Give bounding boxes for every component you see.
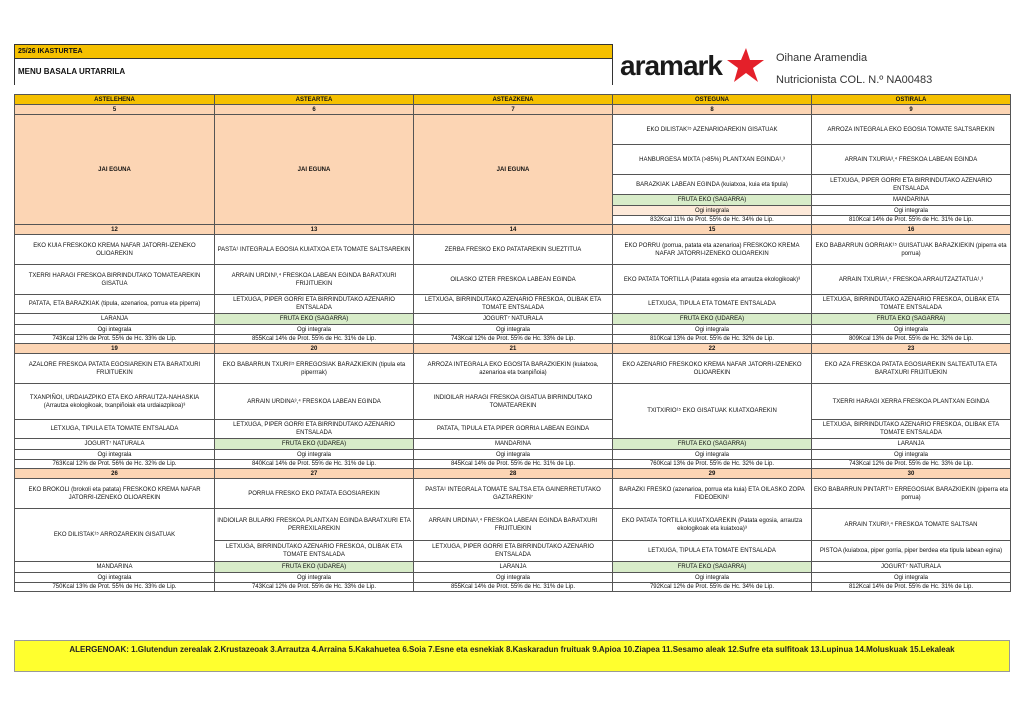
day-number: 8	[613, 105, 812, 115]
day-number: 27	[215, 469, 414, 479]
dish: EKO DILISTAK¹⁵ AZENARIOAREKIN GISATUAK	[613, 115, 812, 145]
bread: Ogi integrala	[414, 325, 613, 335]
week3-second-row	[15, 384, 1011, 420]
dish: EKO PATATA TORTILLA KUIATXOAREKIN (Patata egosia, arrautza ekologikoak eta kuiatxoa)³	[613, 509, 812, 541]
week4-first-row	[15, 479, 1011, 509]
day-number: 22	[613, 344, 812, 354]
dish: LETXUGA, BIRRINDUTAKO AZENARIO FRESKOA, OLIBAK ETA TOMATE ENTSALADA	[812, 295, 1011, 314]
dish: LETXUGA, TIPULA ETA TOMATE ENTSALADA	[15, 420, 215, 439]
dish: BARAZKI FRESKO (azenarioa, porrua eta kuia) ETA OILASKO ZOPA FIDEOEKIN¹	[613, 479, 812, 509]
week1-first-row	[15, 115, 1011, 145]
holiday-cell: JAI EGUNA	[414, 115, 613, 225]
dish: TXITXIRIO¹⁵ EKO GISATUAK KUIATXOAREKIN	[613, 384, 812, 439]
day-number: 23	[812, 344, 1011, 354]
week2-kcal-row	[15, 335, 1011, 344]
day-number: 26	[15, 469, 215, 479]
dish: ARROZA INTEGRALA EKO EGOSITA BARAZKIEKIN (kuiatxoa, azenarioa eta txanpiñoia)	[414, 354, 613, 384]
week2-first-row	[15, 235, 1011, 265]
kcal: 763Kcal 12% de Prot. 56% de Hc. 32% de Lip.	[15, 460, 215, 469]
day-number: 9	[812, 105, 1011, 115]
week4-kcal-row	[15, 583, 1011, 592]
week3-dessert-row	[15, 439, 1011, 450]
dessert: MANDARINA	[812, 195, 1011, 206]
aramark-logo	[620, 46, 770, 86]
nutritionist-name: Oihane Aramendia	[776, 52, 868, 64]
day-number: 7	[414, 105, 613, 115]
dish: PATATA, TIPULA ETA PIPER GORRIA LABEAN EGINDA	[414, 420, 613, 439]
day-number: 5	[15, 105, 215, 115]
dish: PORRUA FRESKO EKO PATATA EGOSIAREKIN	[215, 479, 414, 509]
day-number: 20	[215, 344, 414, 354]
dish: EKO BABARRUN PINTART¹⁵ ERREGOSIAK BARAZKIEKIN (piperra eta porrua)	[812, 479, 1011, 509]
kcal: 809Kcal 13% de Prot. 55% de Hc. 32% de Lip.	[812, 335, 1011, 344]
bread: Ogi integrala	[15, 450, 215, 460]
dessert: FRUTA EKO (SAGARRA)	[613, 562, 812, 573]
bread: Ogi integrala	[15, 325, 215, 335]
dish: ARRAIN URDINA³,⁴ FRESKOA LABEAN EGINDA	[215, 384, 414, 420]
kcal: 760Kcal 13% de Prot. 55% de Hc. 32% de Lip.	[613, 460, 812, 469]
bread: Ogi integrala	[215, 573, 414, 583]
week2-dessert-row	[15, 314, 1011, 325]
kcal: 810Kcal 14% de Prot. 55% de Hc. 31% de Lip.	[812, 216, 1011, 225]
day-name: ASTEARTEA	[215, 95, 414, 105]
week4-second-row	[15, 509, 1011, 541]
bread: Ogi integrala	[414, 573, 613, 583]
day-number: 21	[414, 344, 613, 354]
dish: ARROZA INTEGRALA EKO EGOSIA TOMATE SALTSAREKIN	[812, 115, 1011, 145]
kcal: 810Kcal 13% de Prot. 55% de Hc. 32% de Lip.	[613, 335, 812, 344]
dish: AZALORE FRESKOA PATATA EGOSIAREKIN ETA BARATXURI FRIJITUEKIN	[15, 354, 215, 384]
nutritionist-info	[776, 47, 932, 91]
dish: HANBURGESA MIXTA (>85%) PLANTXAN EGINDA¹,³	[613, 145, 812, 175]
dessert: LARANJA	[812, 439, 1011, 450]
dessert: FRUTA EKO (SAGARRA)	[613, 439, 812, 450]
bread: Ogi integrala	[613, 573, 812, 583]
kcal: 792Kcal 12% de Prot. 55% de Hc. 34% de Lip.	[613, 583, 812, 592]
week3-third-row	[15, 420, 1011, 439]
dish: LETXUGA, PIPER GORRI ETA BIRRINDUTAKO AZENARIO ENTSALADA	[812, 175, 1011, 195]
dish: LETXUGA, PIPER GORRI ETA BIRRINDUTAKO AZENARIO ENTSALADA	[414, 541, 613, 562]
kcal: 743Kcal 12% de Prot. 55% de Hc. 33% de Lip.	[414, 335, 613, 344]
day-number: 28	[414, 469, 613, 479]
day-name: OSTIRALA	[812, 95, 1011, 105]
week4-bread-row	[15, 573, 1011, 583]
allergen-legend: ALERGENOAK: 1.Glutendun zerealak 2.Krustazeoak 3.Arrautza 4.Arraina 5.Kakahuetea 6.Soia 7.Esne eta esnekiak 8.Kaskaradun fruituak 9.Apioa 10.Ziapea 11.Sesamo aleak 12.Sufre eta sulfitoak 13.Lupinua 14.Moluskuak 15.Lekaleak	[14, 640, 1010, 672]
day-names-row	[15, 95, 1011, 105]
bread: Ogi integrala	[215, 450, 414, 460]
bread: Ogi integrala	[812, 325, 1011, 335]
kcal: 845Kcal 14% de Prot. 55% de Hc. 31% de Lip.	[414, 460, 613, 469]
day-number: 19	[15, 344, 215, 354]
dish: ARRAIN URDIN³,⁴ FRESKOA LABEAN EGINDA BARATXURI FRIJITUEKIN	[215, 265, 414, 295]
week3-bread-row	[15, 450, 1011, 460]
dish: EKO PORRU (porrua, patata eta azenarioa) FRESKOKO KREMA NAFAR JATORRI-IZENEKO OLIOAREKIN	[613, 235, 812, 265]
dish: EKO BROKOLI (brokoli eta patata) FRESKOKO KREMA NAFAR JATORRI-IZENEKO OLIOAREKIN	[15, 479, 215, 509]
dish: INDIOILAR HARAGI FRESKOA GISATUA BIRRINDUTAKO TOMATEAREKIN	[414, 384, 613, 420]
week4-dessert-row	[15, 562, 1011, 573]
nutritionist-id: Nutricionista COL. N.º NA00483	[776, 74, 933, 86]
menu-title: MENU BASALA URTARRILA	[15, 59, 612, 85]
dish: LETXUGA, TIPULA ETA TOMATE ENTSALADA	[613, 541, 812, 562]
dish: PATATA, ETA BARAZKIAK (tipula, azenarioa, porrua eta piperra)	[15, 295, 215, 314]
kcal: 855Kcal 14% de Prot. 55% de Hc. 31% de Lip.	[215, 335, 414, 344]
dish: ARRAIN URDINA³,⁴ FRESKOA LABEAN EGINDA BARATXURI FRIJITUEKIN	[414, 509, 613, 541]
dish: ARRAIN TXURIA³,⁴ FRESKOA LABEAN EGINDA	[812, 145, 1011, 175]
dessert: MANDARINA	[15, 562, 215, 573]
dish: LETXUGA, PIPER GORRI ETA BIRRINDUTAKO AZENARIO ENTSALADA	[215, 420, 414, 439]
dessert: JOGURT⁷ NATURALA	[812, 562, 1011, 573]
menu-header-box	[14, 44, 613, 85]
dish: ZERBA FRESKO EKO PATATAREKIN SUEZTITUA	[414, 235, 613, 265]
dessert: JOGURT⁷ NATURALA	[414, 314, 613, 325]
dish: EKO PATATA TORTILLA (Patata egosia eta arrautza ekologikoak)³	[613, 265, 812, 295]
day-number: 16	[812, 225, 1011, 235]
dish: EKO DILISTAK¹⁵ ARROZAREKIN GISATUAK	[15, 509, 215, 562]
kcal: 855Kcal 14% de Prot. 55% de Hc. 31% de Lip.	[414, 583, 613, 592]
dish: ARRAIN TXURIA³,⁴ FRESKOA ARRAUTZAZTATUA¹,³	[812, 265, 1011, 295]
menu-table	[14, 94, 1011, 592]
bread: Ogi integrala	[812, 450, 1011, 460]
dish: LETXUGA, BIRRINDUTAKO AZENARIO FRESKOA, OLIBAK ETA TOMATE ENTSALADA	[215, 541, 414, 562]
dessert: LARANJA	[414, 562, 613, 573]
logo-text: aramark	[620, 50, 722, 81]
aramark-star-icon	[724, 46, 766, 86]
dish: PASTA¹ INTEGRALA TOMATE SALTSA ETA GAINERRETUTAKO GAZTAREKIN⁷	[414, 479, 613, 509]
week3-kcal-row	[15, 460, 1011, 469]
day-name: ASTEAZKENA	[414, 95, 613, 105]
dessert: FRUTA EKO (SAGARRA)	[613, 195, 812, 206]
kcal: 840Kcal 14% de Prot. 55% de Hc. 31% de Lip.	[215, 460, 414, 469]
dessert: JOGURT⁷ NATURALA	[15, 439, 215, 450]
day-number: 29	[613, 469, 812, 479]
bread: Ogi integrala	[613, 450, 812, 460]
kcal: 832Kcal 11% de Prot. 55% de Hc. 34% de Lip.	[613, 216, 812, 225]
day-number: 15	[613, 225, 812, 235]
day-number: 14	[414, 225, 613, 235]
dish: ARRAIN TXURI³,⁴ FRESKOA TOMATE SALTSAN	[812, 509, 1011, 541]
week2-bread-row	[15, 325, 1011, 335]
day-number: 30	[812, 469, 1011, 479]
dessert: FRUTA EKO (SAGARRA)	[812, 314, 1011, 325]
dish: TXANPIÑOI, URDAIAZPIKO ETA EKO ARRAUTZA-NAHASKIA (Arrautza ekologikoak, txanpiñoiak eta urdaiazpikoa)³	[15, 384, 215, 420]
day-number: 13	[215, 225, 414, 235]
dish: EKO BABARRUN GORRIAK¹⁵ GUISATUAK BARAZKIEKIN (piperra eta porrua)	[812, 235, 1011, 265]
dessert: MANDARINA	[414, 439, 613, 450]
dessert: FRUTA EKO (SAGARRA)	[215, 314, 414, 325]
dish: LETXUGA, BIRRINDUTAKO AZENARIO FRESKOA, OLIBAK ETA TOMATE ENTSALADA	[414, 295, 613, 314]
dish: LETXUGA, PIPER GORRI ETA BIRRINDUTAKO AZENARIO ENTSALADA	[215, 295, 414, 314]
day-number: 12	[15, 225, 215, 235]
day-name: OSTEGUNA	[613, 95, 812, 105]
dish: PASTA¹ INTEGRALA EGOSIA KUIATXOA ETA TOMATE SALTSAREKIN	[215, 235, 414, 265]
bread: Ogi integrala	[215, 325, 414, 335]
week1-numbers	[15, 105, 1011, 115]
dish: BARAZKIAK LABEAN EGINDA (kuiatxoa, kuia eta tipula)	[613, 175, 812, 195]
dish: PISTOA (kuiatxoa, piper gorria, piper berdea eta tipula labean egina)	[812, 541, 1011, 562]
dish: LETXUGA, TIPULA ETA TOMATE ENTSALADA	[613, 295, 812, 314]
bread: Ogi integrala	[414, 450, 613, 460]
kcal: 743Kcal 12% de Prot. 55% de Hc. 33% de Lip.	[812, 460, 1011, 469]
dish: EKO BABARRUN TXURI¹⁵ ERREGOSIAK BARAZKIEKIN (tipula eta piperrrak)	[215, 354, 414, 384]
kcal: 750Kcal 13% de Prot. 55% de Hc. 33% de Lip.	[15, 583, 215, 592]
kcal: 812Kcal 14% de Prot. 55% de Hc. 31% de Lip.	[812, 583, 1011, 592]
day-name: ASTELEHENA	[15, 95, 215, 105]
dish: EKO AZA FRESKOA PATATA EGOSIAREKIN SALTEATUTA ETA BARATXURI FRIJITUEKIN	[812, 354, 1011, 384]
week2-third-row	[15, 295, 1011, 314]
dish: TXERRI HARAGI FRESKOA BIRRINDUTAKO TOMATEAREKIN GISATUA	[15, 265, 215, 295]
week3-numbers	[15, 344, 1011, 354]
bread: Ogi integrala	[613, 206, 812, 216]
dish: EKO KUIA FRESKOKO KREMA NAFAR JATORRI-IZENEKO OLIOAREKIN	[15, 235, 215, 265]
kcal: 743Kcal 12% de Prot. 55% de Hc. 33% de Lip.	[15, 335, 215, 344]
dish: LETXUGA, BIRRINDUTAKO AZENARIO FRESKOA, OLIBAK ETA TOMATE ENTSALADA	[812, 420, 1011, 439]
day-number: 6	[215, 105, 414, 115]
dish: INDIOILAR BULARKI FRESKOA PLANTXAN EGINDA BARATXURI ETA PERREXILAREKIN	[215, 509, 414, 541]
week2-second-row	[15, 265, 1011, 295]
school-year: 25/26 IKASTURTEA	[15, 45, 612, 59]
bread: Ogi integrala	[812, 573, 1011, 583]
dish: OILASKO IZTER FRESKOA LABEAN EGINDA	[414, 265, 613, 295]
dish: EKO AZENARIO FRESKOKO KREMA NAFAR JATORRI-IZENEKO OLIOAREKIN	[613, 354, 812, 384]
week4-numbers	[15, 469, 1011, 479]
dish: TXERRI HARAGI XERRA FRESKOA PLANTXAN EGINDA	[812, 384, 1011, 420]
dessert: FRUTA EKO (UDAREA)	[215, 439, 414, 450]
week3-first-row	[15, 354, 1011, 384]
bread: Ogi integrala	[812, 206, 1011, 216]
dessert: LARANJA	[15, 314, 215, 325]
week2-numbers	[15, 225, 1011, 235]
bread: Ogi integrala	[613, 325, 812, 335]
kcal: 743Kcal 12% de Prot. 55% de Hc. 33% de Lip.	[215, 583, 414, 592]
dessert: FRUTA EKO (UDAREA)	[613, 314, 812, 325]
dessert: FRUTA EKO (UDAREA)	[215, 562, 414, 573]
holiday-cell: JAI EGUNA	[15, 115, 215, 225]
bread: Ogi integrala	[15, 573, 215, 583]
holiday-cell: JAI EGUNA	[215, 115, 414, 225]
